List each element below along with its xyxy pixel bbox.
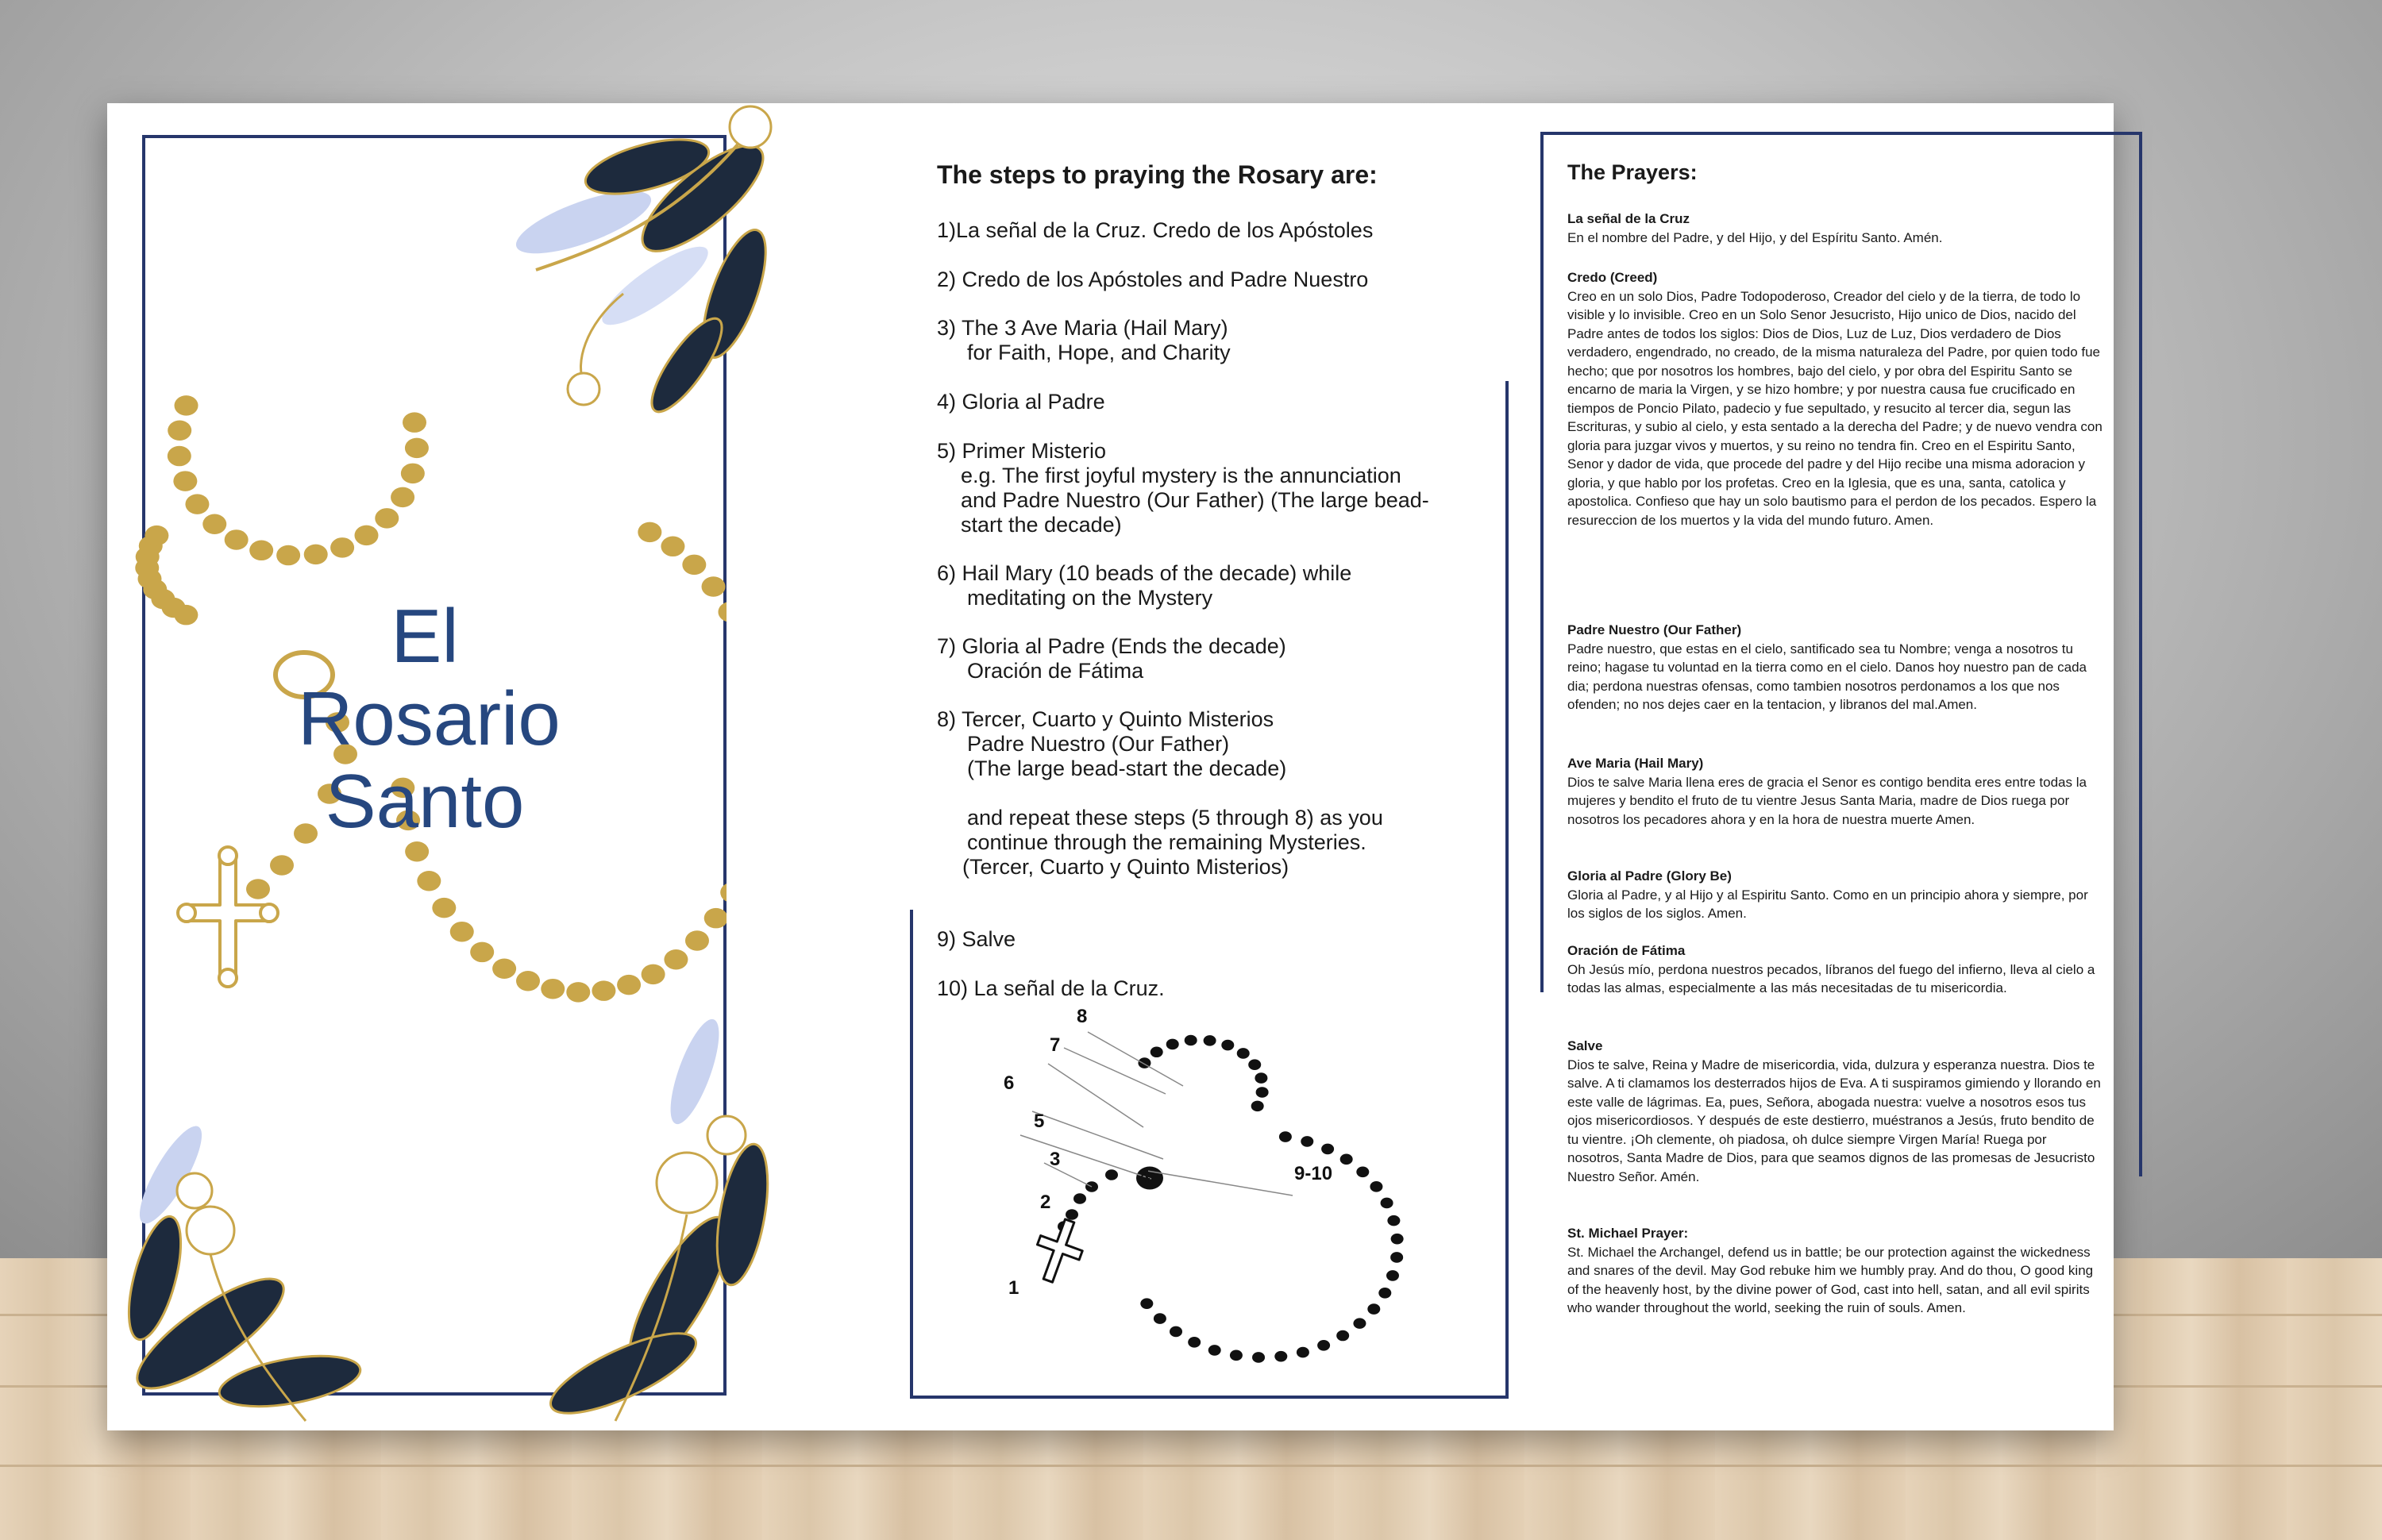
prayer-heading: Padre Nuestro (Our Father): [1567, 622, 1742, 637]
rosary-bead: [354, 526, 378, 546]
steps-panel: [770, 103, 1540, 1430]
rosary-bead: [145, 526, 168, 546]
prayer-block: [1567, 754, 2104, 829]
rosary-bead: [1248, 1059, 1261, 1070]
rosary-bead: [1170, 1326, 1182, 1338]
prayer-block: [1567, 1037, 2104, 1186]
prayer-text: En el nombre del Padre, y del Hijo, y del Espíritu Santo. Amén.: [1567, 229, 1943, 245]
rosary-bead: [276, 545, 300, 566]
step-line: and repeat these steps (5 through 8) as you: [967, 806, 1383, 830]
rosary-bead: [1340, 1154, 1353, 1165]
prayer-heading: St. Michael Prayer:: [1567, 1226, 1689, 1241]
rosary-bead: [403, 412, 426, 433]
rosary-bead: [246, 879, 270, 899]
rosary-bead: [1391, 1234, 1404, 1245]
prayer-text: St. Michael the Archangel, defend us in battle; be our protection against the wickedness and snares of the devil. May God rebuke him we humbly pray. And do thou, O good king of the heavenly host, by the divine power of God, cast into hell, satan, and all evil spirits who wander throughout the world, seeking the ruin of souls. Amen.: [1567, 1244, 2094, 1315]
prayer-text: Oh Jesús mío, perdona nuestros pecados, líbranos del fuego del infierno, lleva al cielo a todas las almas, especialmente a las más necesitadas de tu misericordia.: [1567, 961, 2095, 995]
step-line: [937, 781, 1383, 806]
step-line: 8) Tercer, Cuarto y Quinto Misterios: [937, 707, 1274, 731]
rosary-bead: [1387, 1215, 1400, 1226]
prayer-text: Dios te salve, Reina y Madre de misericordia, vida, dulzura y esperanza nuestra. Dios te salve. A ti clamamos los desterrados hijos de Eva. A ti suspiramos gimiendo y llorando en este valle de lágrimas. Ea, pues, Señora, abogada nuestra: vuelve a nosotros esos tus ojos misericordiosos. Y después de este destierro, muéstranos a Jesús, fruto bendito de tu vientre. ¡Oh clemente, oh piadosa, oh dulce siempre Virgen María! Ruega por nosotros, Santa Madre de Dios, para que seamos dignos de las promesas de Jesucristo Nuestro Señor. Amén.: [1567, 1057, 2101, 1184]
prayer-heading: Oración de Fátima: [1567, 943, 1686, 958]
rosary-bead: [1381, 1198, 1393, 1209]
step-item: [937, 268, 1368, 292]
prayer-text: Gloria al Padre, y al Hijo y al Espiritu Santo. Como en un principio ahora y siempre, por los siglos de los siglos. Amen.: [1567, 887, 2088, 921]
diagram-pointer: [1064, 1048, 1166, 1094]
rosary-bead: [1185, 1035, 1197, 1046]
step-item: [937, 390, 1105, 414]
rosary-bead: [168, 446, 191, 467]
rosary-bead: [566, 982, 590, 1003]
rosary-bead: [1356, 1166, 1369, 1177]
rosary-bead: [432, 898, 456, 918]
step-line: and Padre Nuestro (Our Father) (The large bead-: [961, 488, 1429, 512]
prayer-text: Creo en un solo Dios, Padre Todopoderoso, Creador del cielo y de la tierra, de todo lo visible y lo invisible. Creo en un Solo Senor Jesucristo, Hijo unico de Dios, nacido del Padre antes de todos los siglos: Dios de Dios, Luz de Luz, Dios verdadero de Dios verdadero, engendrado, no creado, de la misma naturaleza del Padre, por quien todo fue hecho; que por nosotros los hombres, bajo del cielo, y por obra del Espiritu Santo se encarno de maria la Virgen, y se hizo hombre; y por nuestra causa fue crucificado en tiempos de Poncio Pilato, padecio y fue sepultado, y resucito al tercer dia, segun las Escrituras, y subio al cielo, y esta sentado a la derecha del Padre; y de nuevo vendra con gloria para juzgar vivos y muertos, y su reino no tendra fin. Creo en el Espiritu Santo, Senor y dador de vida, que procede del padre y del Hijo recibe una misma adoracion y gloria, y que hablo por los profetas. Creo en la Iglesia, que es una, santa, catolica y apostolica. Confieso que hay un solo bautismo para el perdon de los pecados. Espero la resureccion de los muertos y la vida del mundo futuro. Amen.: [1567, 288, 2103, 528]
step-line: for Faith, Hope, and Charity: [967, 341, 1231, 364]
rosary-bead: [405, 438, 429, 459]
prayer-block: [1567, 621, 2104, 714]
rosary-bead: [1370, 1181, 1382, 1192]
rosary-bead: [1378, 1288, 1391, 1299]
rosary-bead: [1317, 1340, 1330, 1351]
steps-title: The steps to praying the Rosary are:: [937, 160, 1378, 189]
prayer-heading: Gloria al Padre (Glory Be): [1567, 868, 1732, 884]
step-line: 1)La señal de la Cruz. Credo de los Apóstoles: [937, 218, 1374, 242]
prayer-block: [1567, 210, 2104, 247]
step-line: 2) Credo de los Apóstoles and Padre Nuestro: [937, 268, 1369, 291]
rosary-bead: [1237, 1048, 1250, 1059]
rosary-bead: [1279, 1131, 1292, 1142]
rosary-bead: [492, 958, 516, 979]
rosary-bead: [685, 930, 709, 951]
rosary-bead: [330, 537, 354, 558]
cover-title: [298, 594, 561, 844]
rosary-bead: [304, 545, 328, 565]
rosary-bead: [1188, 1337, 1201, 1348]
prayer-block: [1567, 867, 2104, 923]
rosary-bead: [1321, 1144, 1334, 1155]
step-line: 3) The 3 Ave Maria (Hail Mary): [937, 316, 1228, 340]
diagram-label: 2: [1040, 1192, 1051, 1213]
prayer-block: [1567, 1224, 2104, 1318]
rosary-bead: [405, 841, 429, 862]
rosary-bead: [450, 922, 474, 942]
rosary-bead: [661, 537, 684, 557]
step-line: Padre Nuestro (Our Father): [967, 732, 1230, 756]
steps-frame-left-edge: [910, 910, 913, 1399]
rosary-bead: [401, 464, 425, 484]
prayer-heading: Ave Maria (Hail Mary): [1567, 756, 1704, 771]
rosary-bead: [417, 871, 441, 891]
diagram-pointer: [1147, 1171, 1293, 1195]
diagram-pointer: [1020, 1135, 1151, 1179]
rosary-bead: [1204, 1035, 1216, 1046]
rosary-steps-diagram: [961, 1008, 1437, 1381]
step-line: 10) La señal de la Cruz.: [937, 976, 1165, 1000]
rosary-bead: [1255, 1072, 1267, 1084]
rosary-bead: [225, 529, 249, 550]
rosary-bead: [720, 883, 727, 903]
step-line: 4) Gloria al Padre: [937, 390, 1105, 414]
rosary-bead: [175, 395, 198, 416]
rosary-bead: [1230, 1350, 1243, 1361]
black-rosary-beads: [1058, 1035, 1404, 1363]
step-item: [937, 707, 1383, 880]
prayer-block: [1567, 941, 2104, 998]
rosary-bead: [702, 576, 726, 597]
rosary-bead: [617, 975, 641, 995]
step-item: [937, 218, 1373, 243]
cover-title-line: Rosario: [298, 676, 561, 761]
rosary-bead: [1221, 1040, 1234, 1051]
prayers-frame-gap: [1540, 992, 1544, 1176]
rosary-brochure: [107, 103, 2114, 1430]
rosary-bead: [1140, 1298, 1153, 1309]
step-item: [937, 439, 1429, 537]
rosary-bead: [168, 420, 191, 441]
rosary-bead: [1073, 1193, 1086, 1204]
rosary-bead: [541, 979, 565, 999]
prayer-text: Dios te salve Maria llena eres de gracia el Senor es contigo bendita eres entre todas la mujeres y bendito el fruto de tu vientre Jesus Santa Maria, madre de Dios ruega por nosotros los pecadores ahora y en la hora de nuestra muerte Amen.: [1567, 774, 2087, 827]
rosary-bead: [642, 964, 665, 985]
rosary-bead: [1105, 1169, 1118, 1180]
step-item: [937, 927, 1016, 952]
step-line: 7) Gloria al Padre (Ends the decade): [937, 634, 1286, 658]
rosary-bead: [391, 487, 414, 508]
step-line: start the decade): [961, 513, 1122, 537]
rosary-bead: [1154, 1313, 1166, 1324]
rosary-bead: [516, 971, 540, 991]
rosary-bead: [270, 855, 294, 876]
diagram-pointer: [1048, 1064, 1143, 1127]
rosary-bead: [682, 555, 706, 576]
rosary-bead: [1256, 1087, 1269, 1098]
rosary-bead: [1336, 1330, 1349, 1342]
step-line: continue through the remaining Mysteries.: [967, 830, 1366, 854]
rosary-bead: [1390, 1252, 1403, 1263]
step-item: [937, 316, 1231, 365]
prayer-heading: La señal de la Cruz: [1567, 211, 1690, 226]
step-line: 6) Hail Mary (10 beads of the decade) while: [937, 561, 1352, 585]
step-line: (Tercer, Cuarto y Quinto Misterios): [962, 855, 1289, 879]
prayers-title: The Prayers:: [1567, 160, 1698, 184]
prayers-panel: [1540, 103, 2114, 1430]
rosary-bead: [249, 541, 273, 561]
step-line: meditating on the Mystery: [967, 586, 1213, 610]
step-line: 9) Salve: [937, 927, 1016, 951]
rosary-bead: [1151, 1046, 1163, 1057]
gold-cross-icon: [178, 847, 278, 987]
rosary-bead: [1252, 1352, 1265, 1363]
rosary-bead: [638, 522, 661, 543]
step-line: 5) Primer Misterio: [937, 439, 1107, 463]
rosary-bead: [470, 942, 494, 963]
cover-panel: [107, 103, 770, 1430]
step-line: Oración de Fátima: [967, 659, 1144, 683]
diagram-label: 1: [1008, 1277, 1019, 1299]
rosary-bead: [1066, 1209, 1078, 1220]
cover-title-line: Santo: [325, 759, 525, 844]
rosary-bead: [173, 471, 197, 491]
rosary-bead: [185, 494, 209, 514]
rosary-bead: [1386, 1270, 1399, 1281]
rosary-bead: [1208, 1345, 1221, 1356]
prayer-heading: Salve: [1567, 1038, 1603, 1053]
rosary-bead: [664, 949, 688, 970]
step-line: e.g. The first joyful mystery is the annunciation: [961, 464, 1401, 487]
rosary-bead: [202, 514, 226, 534]
rosary-bead: [1274, 1351, 1287, 1362]
rosary-bead: [1297, 1347, 1309, 1358]
rosary-bead: [1251, 1101, 1264, 1112]
rosary-bead: [718, 602, 727, 622]
diagram-label: 9-10: [1294, 1163, 1333, 1184]
prayer-block: [1567, 268, 2104, 529]
rosary-bead: [375, 508, 399, 529]
rosary-bead: [592, 980, 615, 1001]
rosary-bead: [1166, 1039, 1179, 1050]
prayer-text: Padre nuestro, que estas en el cielo, santificado sea tu Nombre; venga a nosotros tu reino; hagase tu voluntad en la tierra como en el cielo. Danos hoy nuestro pan de cada dia; perdona nuestras ofensas, como tambien nosotros perdonamos a los que nos ofenden; no nos dejes caer en la tentacion, y libranos del mal.Amen.: [1567, 641, 2087, 712]
prayer-heading: Credo (Creed): [1567, 270, 1658, 285]
floor-plank-seam: [0, 1465, 2382, 1467]
step-item: [937, 976, 1165, 1001]
cover-title-line: El: [391, 594, 459, 679]
diagram-label: 3: [1050, 1149, 1061, 1170]
diagram-label: 8: [1077, 1008, 1088, 1027]
rosary-bead: [1301, 1136, 1313, 1147]
diagram-label: 5: [1034, 1111, 1045, 1132]
rosary-bead: [704, 908, 727, 929]
rosary-bead: [1367, 1303, 1380, 1315]
diagram-label: 6: [1004, 1072, 1015, 1094]
step-line: (The large bead-start the decade): [967, 757, 1287, 780]
step-item: [937, 634, 1286, 683]
diagram-label: 7: [1050, 1034, 1061, 1056]
step-item: [937, 561, 1351, 610]
diagram-label: 4: [1139, 1166, 1151, 1188]
rosary-bead: [1353, 1318, 1366, 1329]
